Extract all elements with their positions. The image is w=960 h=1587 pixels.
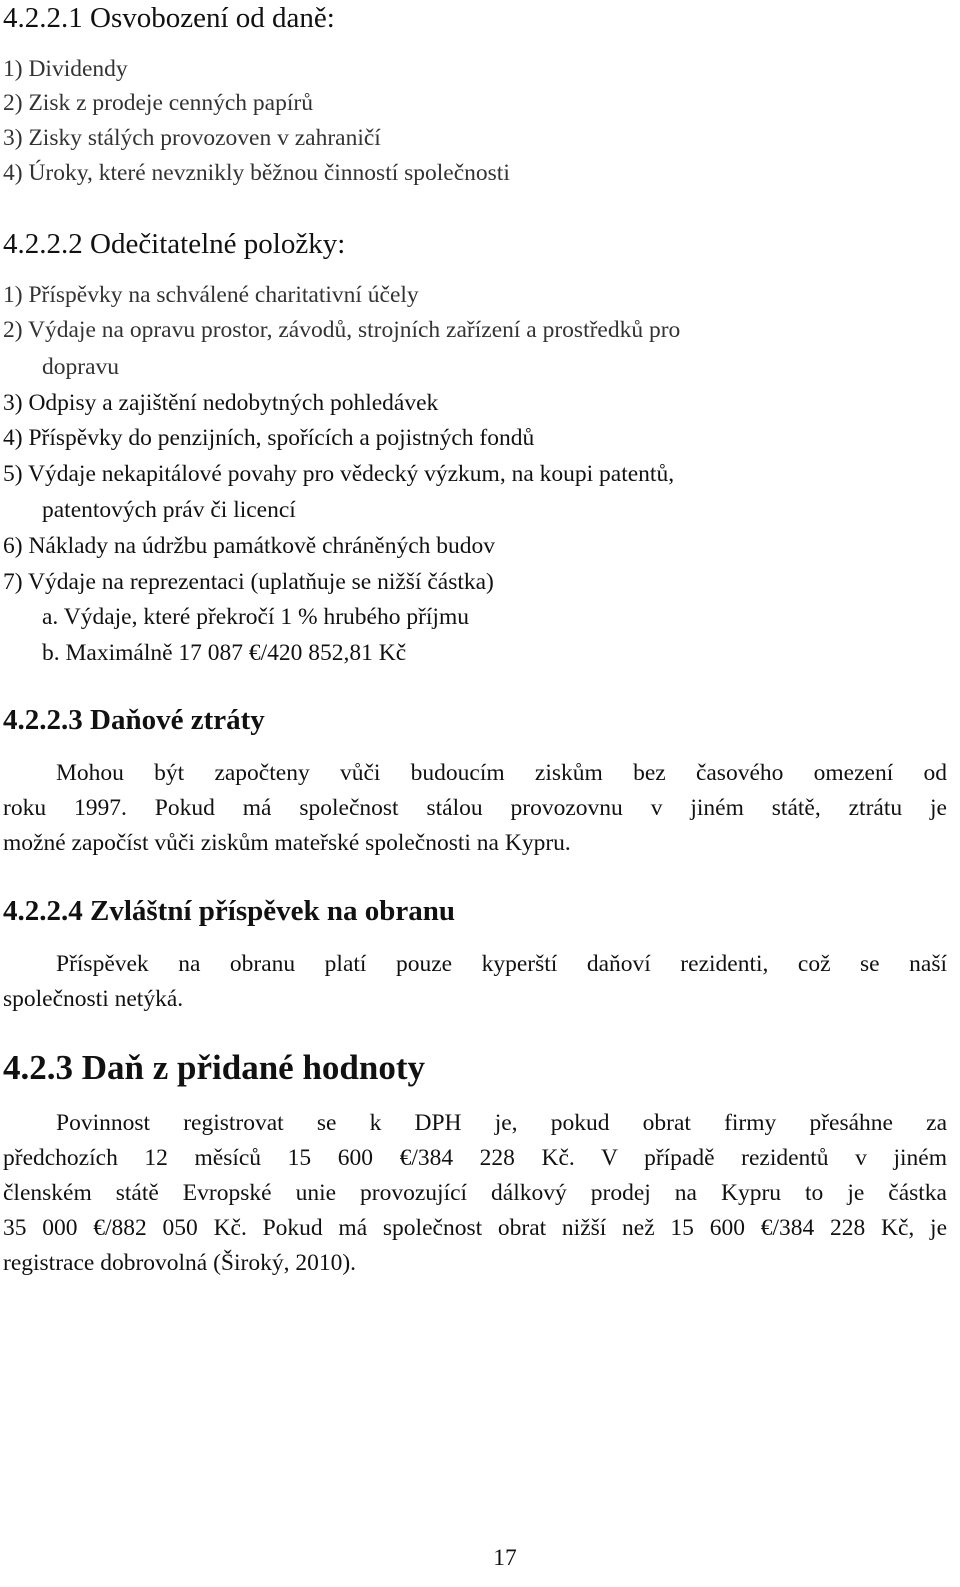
list-item: 1) Příspěvky na schválené charitativní účely [3,282,419,308]
heading-exemptions: 4.2.2.1 Osvobození od daně: [3,2,335,34]
list-item: 4) Příspěvky do penzijních, spořících a pojistných fondů [3,425,535,451]
list-item: 2) Výdaje na opravu prostor, závodů, strojních zařízení a prostředků pro [3,317,681,343]
page-number: 17 [493,1545,517,1571]
paragraph-vat [3,1106,947,1281]
paragraph-line: Příspěvek na obranu platí pouze kyperští daňoví rezidenti, což se naší [56,951,947,977]
list-item-continuation: patentových práv či licencí [42,497,296,523]
list-item: 3) Zisky stálých provozoven v zahraničí [3,125,381,151]
paragraph-line: Povinnost registrovat se k DPH je, pokud obrat firmy přesáhne za [56,1110,947,1136]
paragraph-line: možné započíst vůči ziskům mateřské společnosti na Kypru. [3,830,571,856]
paragraph-line: Mohou být započteny vůči budoucím ziskům bez časového omezení od [56,760,947,786]
sub-list-item: a. Výdaje, které překročí 1 % hrubého příjmu [42,604,469,630]
list-item: 6) Náklady na údržbu památkově chráněných budov [3,533,496,559]
list-item: 4) Úroky, které nevznikly běžnou činností společnosti [3,160,510,186]
heading-tax-losses: 4.2.2.3 Daňové ztráty [3,704,265,736]
paragraph-line: předchozích 12 měsíců 15 600 €/384 228 Kč. V případě rezidentů v jiném [3,1145,947,1171]
paragraph-defence-contribution [3,947,947,1017]
heading-defence-contribution: 4.2.2.4 Zvláštní příspěvek na obranu [3,895,456,927]
paragraph-line: roku 1997. Pokud má společnost stálou provozovnu v jiném státě, ztrátu je [3,795,947,821]
paragraph-tax-losses [3,756,947,861]
list-item: 1) Dividendy [3,56,128,82]
heading-deductible-items: 4.2.2.2 Odečitatelné položky: [3,228,346,260]
paragraph-line: členském státě Evropské unie provozující dálkový prodej na Kypru to je částka [3,1180,947,1206]
sub-list-item: b. Maximálně 17 087 €/420 852,81 Kč [42,640,407,666]
paragraph-line: 35 000 €/882 050 Kč. Pokud má společnost obrat nižší než 15 600 €/384 228 Kč, je [3,1215,947,1241]
list-item: 7) Výdaje na reprezentaci (uplatňuje se nižší částka) [3,569,494,595]
paragraph-line: registrace dobrovolná (Široký, 2010). [3,1250,357,1276]
paragraph-line: společnosti netýká. [3,986,184,1012]
heading-vat: 4.2.3 Daň z přidané hodnoty [3,1048,426,1087]
list-item: 3) Odpisy a zajištění nedobytných pohledávek [3,390,439,416]
list-item-continuation: dopravu [42,354,120,380]
list-item: 5) Výdaje nekapitálové povahy pro vědecký výzkum, na koupi patentů, [3,461,675,487]
list-item: 2) Zisk z prodeje cenných papírů [3,90,313,116]
